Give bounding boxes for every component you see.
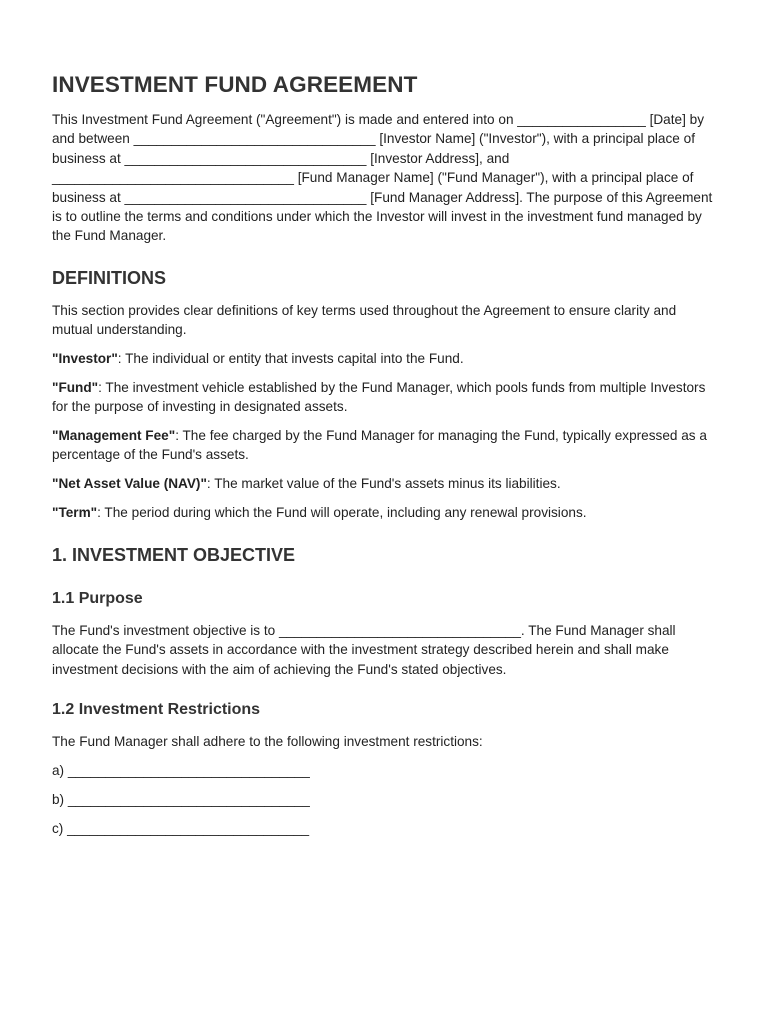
definition-term: "Investor" (52, 350, 118, 366)
definitions-heading: DEFINITIONS (52, 267, 167, 288)
section-1-heading: 1. INVESTMENT OBJECTIVE (52, 544, 296, 565)
document-page (52, 70, 718, 848)
definition-fund (52, 378, 718, 417)
definition-text: : The market value of the Fund's assets minus its liabilities. (206, 476, 561, 492)
restriction-item-c: c) ________________________________ (52, 821, 310, 837)
definition-term: "Term" (52, 505, 98, 521)
definition-nav (52, 474, 718, 493)
restriction-item-a: a) ________________________________ (52, 763, 310, 779)
restrictions-intro: The Fund Manager shall adhere to the following investment restrictions: (52, 734, 483, 750)
definition-text: : The investment vehicle established by the Fund Manager, which pools funds from multiple Investors for the purpose of investing in designated assets. (52, 379, 706, 415)
purpose-paragraph: The Fund's investment objective is to ________________________________. The Fund Manager shall allocate the Fund's assets in accordance with the investment strategy described herein and shall make investment decisions with the aim of achieving the Fund's stated objectives. (52, 622, 676, 677)
section-1-2-heading: 1.2 Investment Restrictions (52, 701, 261, 719)
intro-paragraph: This Investment Fund Agreement ("Agreement") is made and entered into on _________________ [Date] by and between ________________________________ [Investor Name] ("Investor"), with a principal place of business at ________________________________ [Investor Address], and ________________________________ [Fund Manager Name] ("Fund Manager"), with a principal place of business at ________________________________ [Fund Manager Address]. The purpose of this Agreement is to outline the terms and conditions under which the Investor will invest in the investment fund managed by the Fund Manager. (52, 112, 713, 244)
definition-text: : The fee charged by the Fund Manager for managing the Fund, typically expressed as a percentage of the Fund's assets. (52, 428, 707, 463)
definition-term: "Fund" (52, 379, 99, 395)
definition-management-fee (52, 426, 718, 465)
document-title: INVESTMENT FUND AGREEMENT (52, 72, 418, 97)
definition-text: : The period during which the Fund will operate, including any renewal provisions. (97, 505, 587, 521)
section-1-1-heading: 1.1 Purpose (52, 589, 143, 607)
definition-term: "Net Asset Value (NAV)" (52, 476, 207, 492)
definitions-intro: This section provides clear definitions of key terms used throughout the Agreement to ensure clarity and mutual understanding. (52, 302, 677, 338)
definition-term: "Management Fee" (52, 428, 176, 444)
restriction-item-b: b) ________________________________ (52, 792, 310, 808)
definition-term-item (52, 503, 718, 522)
definition-text: : The individual or entity that invests capital into the Fund. (117, 350, 464, 366)
definition-investor (52, 349, 718, 368)
